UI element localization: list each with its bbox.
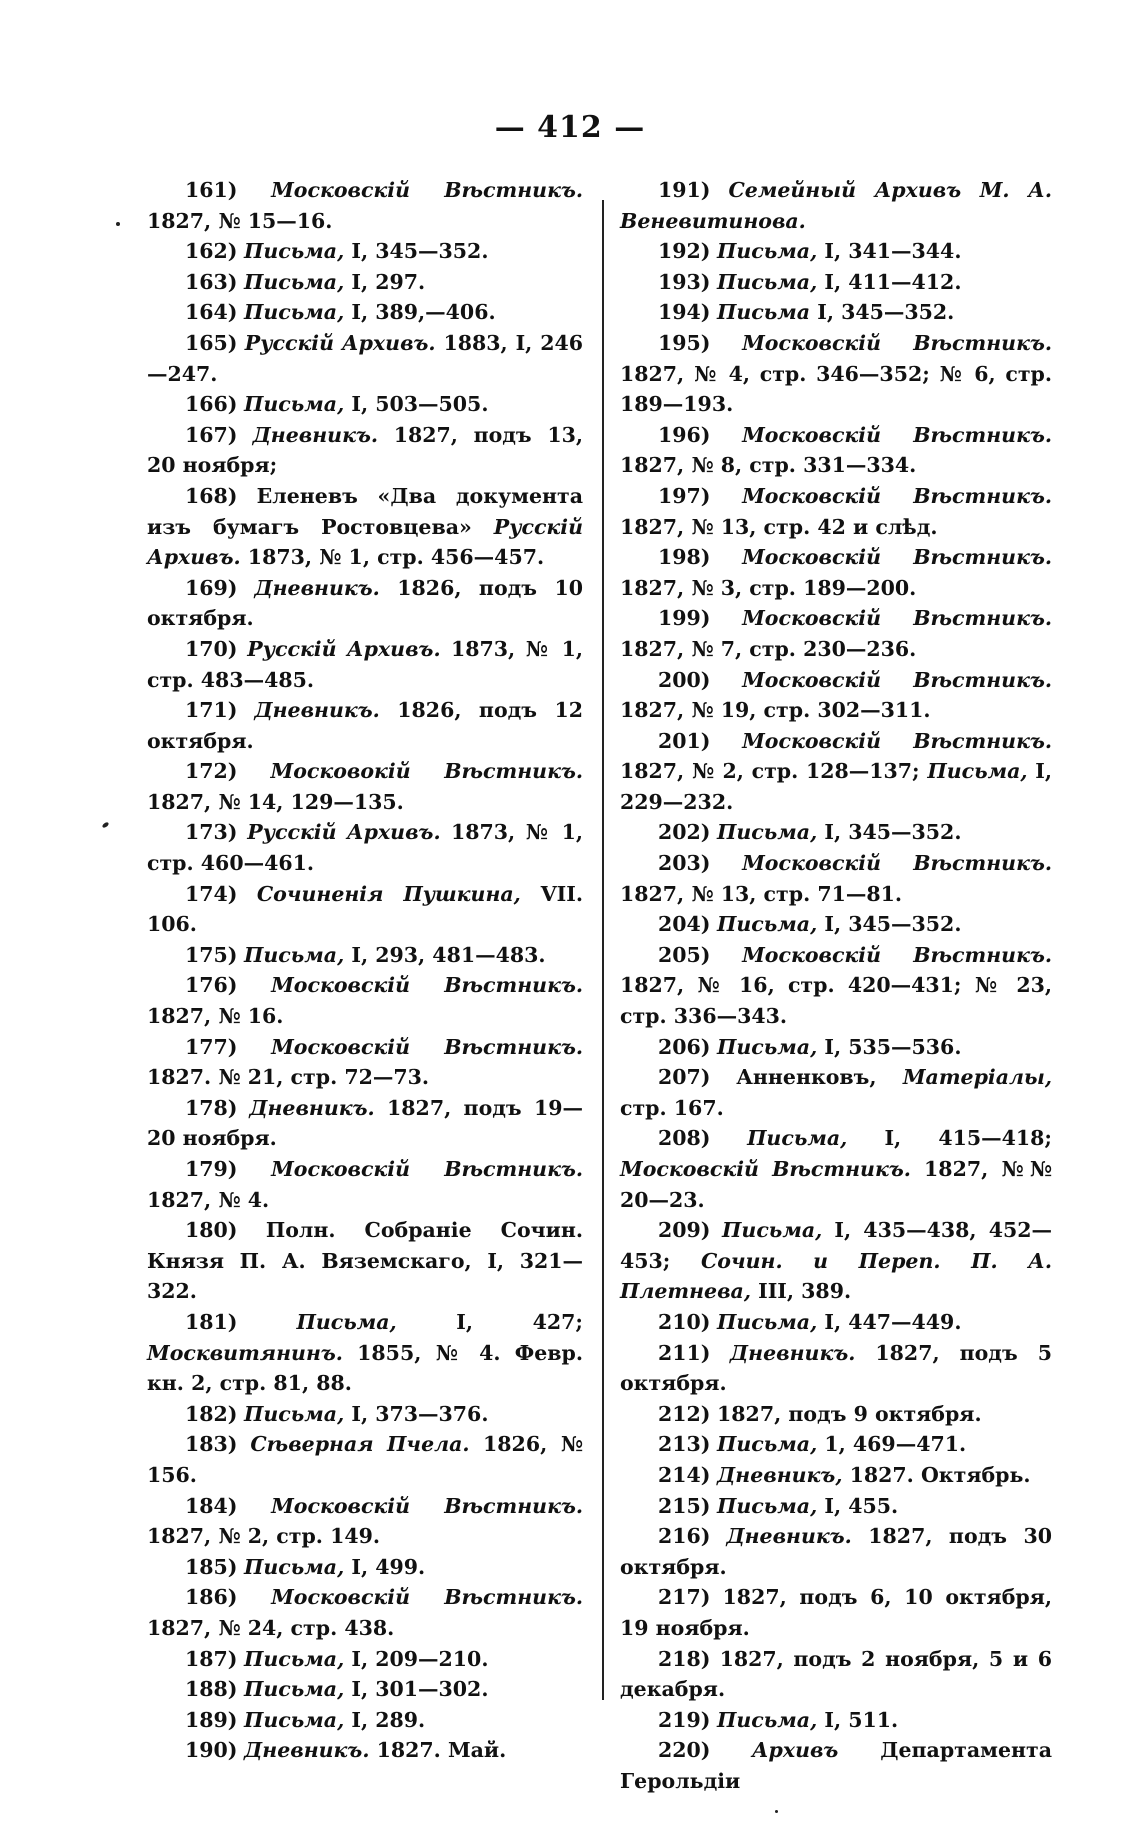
source-title: Письма, — [244, 1677, 345, 1702]
note-text: Еленевъ «Два документа изъ бумагъ Ростовцева» — [147, 483, 583, 539]
note-entry — [147, 420, 583, 481]
note-entry — [620, 267, 1052, 298]
note-number: 172) — [185, 759, 238, 784]
note-text: 1855, № 4. Февр. кн. 2, стр. 81, 88. — [147, 1340, 583, 1396]
note-text: 1827, подъ 13, 20 ноября; — [147, 422, 583, 478]
note-text: 1827, подъ 6, 10 октября, 19 ноября. — [620, 1585, 1052, 1640]
note-text: 1827, № 2, стр. 128—137; — [620, 759, 928, 784]
note-entry — [620, 1460, 1052, 1491]
source-title: Московскій Вѣстникъ. — [742, 545, 1052, 570]
note-number: 182) — [185, 1401, 238, 1426]
note-number: 184) — [185, 1493, 238, 1518]
note-text: I, 535—536. — [817, 1034, 962, 1059]
source-title: Письма, — [244, 1554, 345, 1579]
note-number: 217) — [658, 1585, 711, 1610]
note-entry — [147, 389, 583, 420]
note-text: 1827. Май. — [369, 1738, 507, 1763]
note-number: 195) — [658, 330, 711, 355]
source-title: Московскій Вѣстникъ. — [742, 422, 1052, 447]
note-text: 1827, № 15—16. — [147, 208, 333, 233]
note-entry — [147, 1735, 583, 1766]
note-entry — [147, 1552, 583, 1583]
note-entry — [620, 1735, 1052, 1796]
source-title: Письма, — [296, 1309, 397, 1334]
note-entry — [147, 1582, 583, 1643]
note-text: 1827, № 24, стр. 438. — [147, 1615, 395, 1640]
note-number: 213) — [658, 1432, 711, 1457]
notes-column-right — [620, 175, 1052, 1796]
source-title: Сочиненія Пушкина, — [256, 881, 521, 906]
note-entry — [620, 817, 1052, 848]
note-text: I, 415—418; — [847, 1126, 1052, 1151]
note-text: I, 503—505. — [344, 392, 489, 417]
note-number: 170) — [185, 636, 238, 661]
source-title: Письма, — [717, 269, 818, 294]
source-title: Московскій Вѣстникъ. — [271, 1157, 583, 1181]
source-title: Дневникъ, — [717, 1462, 843, 1487]
note-number: 191) — [658, 178, 711, 202]
source-title: Русскій Архивъ. — [147, 514, 583, 570]
note-entry — [147, 634, 583, 695]
note-number: 185) — [185, 1554, 238, 1579]
source-title: Русскій Архивъ. — [244, 330, 436, 355]
source-title: Письма, — [717, 1432, 818, 1457]
note-entry — [147, 297, 583, 328]
note-text: I, 229—232. — [620, 759, 1052, 814]
source-title: Московскій Вѣстникъ. — [620, 1157, 911, 1181]
note-entry — [620, 1338, 1052, 1399]
note-number: 173) — [185, 820, 238, 845]
note-text: I, 293, 481—483. — [344, 942, 546, 967]
note-number: 209) — [658, 1218, 711, 1243]
source-title: Московскій Вѣстникъ. — [271, 178, 583, 202]
note-entry — [620, 1399, 1052, 1430]
note-text: I, 345—352. — [810, 300, 955, 325]
note-entry — [620, 1307, 1052, 1338]
source-title: Письма, — [244, 942, 345, 967]
note-number: 197) — [658, 483, 711, 508]
note-number: 216) — [658, 1524, 711, 1549]
note-number: 165) — [185, 330, 238, 355]
note-number: 183) — [185, 1432, 238, 1457]
note-entry — [620, 542, 1052, 603]
source-title: Московскій Вѣстникъ. — [742, 851, 1052, 876]
note-entry — [620, 1032, 1052, 1063]
note-entry — [147, 756, 583, 817]
source-title: Письма, — [717, 1309, 818, 1334]
note-entry — [147, 481, 583, 573]
note-number: 180) — [185, 1218, 238, 1243]
note-number: 186) — [185, 1585, 238, 1610]
note-text: I, 345—352. — [817, 912, 962, 937]
note-entry — [147, 175, 583, 236]
note-entry — [620, 909, 1052, 940]
note-text: 1827, подъ 5 октября. — [620, 1340, 1052, 1396]
note-entry — [147, 1307, 583, 1399]
note-text: I, 297. — [344, 269, 426, 294]
note-entry — [620, 1123, 1052, 1215]
note-number: 206) — [658, 1034, 711, 1059]
source-title: Письма, — [722, 1218, 823, 1243]
note-entry — [620, 1705, 1052, 1736]
source-title: Письма, — [244, 300, 345, 325]
note-number: 164) — [185, 300, 238, 325]
note-number: 171) — [185, 698, 238, 723]
note-text: I, 341—344. — [817, 239, 962, 264]
note-text: I, 345—352. — [344, 239, 489, 264]
note-text: стр. 167. — [620, 1095, 724, 1120]
note-entry — [147, 817, 583, 878]
note-number: 204) — [658, 912, 711, 937]
note-text: 1826, подъ 12 октября. — [147, 698, 583, 753]
note-entry — [620, 1491, 1052, 1522]
page-number: — 412 — — [494, 110, 646, 145]
source-title: Русскій Архивъ. — [247, 636, 441, 661]
note-number: 188) — [185, 1677, 238, 1702]
note-number: 166) — [185, 392, 238, 417]
note-number: 215) — [658, 1493, 711, 1518]
note-text: 1873, № 1, стр. 456—457. — [240, 545, 545, 570]
note-entry — [620, 328, 1052, 420]
source-title: Дневникъ. — [252, 422, 379, 447]
note-entry — [147, 328, 583, 389]
note-text: 1827, № 2, стр. 149. — [147, 1524, 381, 1549]
note-number: 202) — [658, 820, 711, 845]
source-title: Письма, — [717, 1493, 818, 1518]
note-text: 1827. Октябрь. — [842, 1462, 1031, 1487]
source-title: Московскій Вѣстникъ. — [742, 667, 1052, 692]
note-entry — [147, 1154, 583, 1215]
note-entry — [620, 420, 1052, 481]
note-text: I, 447—449. — [817, 1309, 962, 1334]
source-title: Письма, — [244, 1646, 345, 1671]
note-entry — [620, 726, 1052, 818]
note-text: Полн. Собраніе Сочин. Князя П. А. Вяземскаго, I, 321—322. — [147, 1218, 583, 1304]
source-title: Письма, — [717, 1034, 818, 1059]
print-speck — [116, 222, 120, 226]
note-text: 1827, № 3, стр. 189—200. — [620, 575, 917, 600]
note-number: 181) — [185, 1309, 238, 1334]
note-text: I, 499. — [344, 1554, 426, 1579]
source-title: Московскій Вѣстникъ. — [742, 330, 1052, 355]
note-number: 162) — [185, 239, 238, 264]
source-title: Дневникъ. — [244, 1738, 370, 1763]
note-entry — [147, 1491, 583, 1552]
note-entry — [147, 1674, 583, 1705]
note-text: III, 389. — [750, 1279, 852, 1304]
note-entry — [147, 1705, 583, 1736]
note-entry — [147, 1399, 583, 1430]
source-title: Московскій Вѣстникъ. — [742, 483, 1052, 508]
note-text: Анненковъ, — [736, 1065, 903, 1090]
note-text: I, 455. — [817, 1493, 899, 1518]
source-title: Московскій Вѣстникъ. — [271, 1493, 583, 1518]
note-text: 1826, подъ 10 октября. — [147, 575, 583, 631]
note-number: 177) — [185, 1034, 238, 1059]
note-number: 207) — [658, 1065, 711, 1090]
source-title: Письма, — [244, 392, 345, 417]
note-number: 192) — [658, 239, 711, 264]
note-number: 212) — [658, 1401, 711, 1426]
note-number: 211) — [658, 1340, 711, 1365]
source-title: Письма, — [747, 1126, 848, 1151]
note-entry — [620, 1429, 1052, 1460]
note-entry — [620, 848, 1052, 909]
note-text: 1827, подъ 9 октября. — [717, 1401, 982, 1426]
note-entry — [147, 1032, 583, 1093]
note-number: 167) — [185, 422, 238, 447]
note-entry — [620, 1062, 1052, 1123]
source-title: Сочин. и Переп. П. А. Плетнева, — [620, 1248, 1052, 1304]
note-text: 1827, подъ 30 октября. — [620, 1524, 1052, 1579]
note-number: 163) — [185, 269, 238, 294]
note-text: 1827, № 14, 129—135. — [147, 789, 404, 814]
source-title: Дневникъ. — [254, 575, 380, 600]
source-title: Дневникъ. — [249, 1095, 375, 1120]
note-entry — [620, 940, 1052, 1032]
note-text: I, 511. — [817, 1707, 899, 1732]
note-text: I, 427; — [396, 1309, 583, 1334]
note-number: 196) — [658, 422, 711, 447]
note-number: 189) — [185, 1707, 238, 1732]
source-title: Московскій Вѣстникъ. — [271, 973, 583, 998]
note-text: 1827, № 13, стр. 42 и слѣд. — [620, 514, 938, 539]
note-number: 168) — [185, 483, 238, 508]
note-entry — [620, 297, 1052, 328]
note-number: 194) — [658, 300, 711, 325]
note-number: 205) — [658, 942, 711, 967]
note-entry — [147, 970, 583, 1031]
note-number: 201) — [658, 728, 711, 753]
note-entry — [147, 267, 583, 298]
note-number: 179) — [185, 1157, 238, 1181]
source-title: Письма, — [717, 1707, 818, 1732]
note-text: 1827, № 4, стр. 346—352; № 6, стр. 189—193. — [620, 361, 1052, 417]
note-number: 193) — [658, 269, 711, 294]
source-title: Московскій Вѣстникъ. — [271, 1034, 583, 1059]
note-number: 161) — [185, 178, 238, 202]
source-title: Письма, — [927, 759, 1028, 784]
note-text: 1826, № 156. — [147, 1432, 583, 1487]
source-title: Матеріалы, — [902, 1065, 1052, 1090]
note-text: 1827, № 7, стр. 230—236. — [620, 636, 917, 661]
note-entry — [147, 1215, 583, 1307]
note-entry — [620, 481, 1052, 542]
source-title: Дневникъ. — [729, 1340, 856, 1365]
note-text: 1827, № 16, стр. 420—431; № 23, стр. 336—343. — [620, 973, 1052, 1029]
note-entry — [620, 603, 1052, 664]
source-title: Письма, — [244, 1707, 345, 1732]
note-number: 190) — [185, 1738, 238, 1763]
column-divider — [602, 200, 604, 1700]
note-entry — [620, 1521, 1052, 1582]
source-title: Семейный Архивъ М. А. Веневитинова. — [620, 178, 1052, 233]
note-number: 169) — [185, 575, 238, 600]
note-text: 1827, подъ 2 ноября, 5 и 6 декабря. — [620, 1646, 1052, 1702]
note-text: I, 411—412. — [817, 269, 962, 294]
source-title: Письма, — [717, 239, 818, 264]
note-text: I, 373—376. — [344, 1401, 489, 1426]
note-number: 210) — [658, 1309, 711, 1334]
note-text: 1827, № 16. — [147, 1004, 284, 1029]
print-speck — [101, 821, 109, 828]
note-number: 218) — [658, 1646, 711, 1671]
source-title: Московскій Вѣстникъ. — [742, 606, 1052, 631]
note-text: VII. 106. — [147, 881, 583, 937]
source-title: Дневникъ. — [726, 1524, 852, 1549]
source-title: Сѣверная Пчела. — [250, 1432, 470, 1457]
note-entry — [620, 665, 1052, 726]
note-text: I, 389,—406. — [344, 300, 496, 325]
note-number: 203) — [658, 851, 711, 876]
print-speck — [775, 1810, 778, 1813]
note-entry — [620, 1582, 1052, 1643]
note-text: 1873, № 1, стр. 460—461. — [147, 820, 583, 876]
note-entry — [620, 175, 1052, 236]
note-number: 176) — [185, 973, 238, 998]
note-text: 1827, № 4. — [147, 1187, 270, 1212]
source-title: Письма, — [244, 239, 345, 264]
note-text: I, 209—210. — [344, 1646, 489, 1671]
source-title: Московокій Вѣстникъ. — [270, 759, 583, 784]
source-title: Письма, — [717, 820, 818, 845]
source-title: Письма — [717, 300, 811, 325]
note-text: 1827, № 19, стр. 302—311. — [620, 698, 931, 723]
note-number: 198) — [658, 545, 711, 570]
note-number: 187) — [185, 1646, 238, 1671]
note-entry — [147, 236, 583, 267]
source-title: Архивъ — [751, 1738, 839, 1763]
note-number: 208) — [658, 1126, 711, 1151]
note-entry — [147, 879, 583, 940]
note-text: I, 435—438, 452—453; — [620, 1218, 1052, 1273]
note-entry — [147, 940, 583, 971]
note-number: 214) — [658, 1462, 711, 1487]
note-entry — [147, 1093, 583, 1154]
notes-column-left — [147, 175, 583, 1766]
note-text: 1827, № 13, стр. 71—81. — [620, 881, 903, 906]
note-text: 1, 469—471. — [817, 1432, 967, 1457]
source-title: Письма, — [244, 269, 345, 294]
source-title: Письма, — [244, 1401, 345, 1426]
source-title: Московскій Вѣстникъ. — [742, 728, 1052, 753]
source-title: Письма, — [717, 912, 818, 937]
source-title: Москвитянинъ. — [147, 1340, 343, 1365]
note-text: I, 289. — [344, 1707, 426, 1732]
note-number: 174) — [185, 881, 238, 906]
note-entry — [147, 573, 583, 634]
note-number: 220) — [658, 1738, 711, 1763]
note-number: 199) — [658, 606, 711, 631]
note-entry — [147, 695, 583, 756]
note-text: I, 301—302. — [344, 1677, 489, 1702]
note-text: 1827. № 21, стр. 72—73. — [147, 1065, 430, 1090]
note-entry — [147, 1644, 583, 1675]
note-entry — [620, 1644, 1052, 1705]
note-number: 175) — [185, 942, 238, 967]
source-title: Дневникъ. — [254, 698, 380, 723]
note-number: 178) — [185, 1095, 238, 1120]
note-text: 1827, № 8, стр. 331—334. — [620, 453, 917, 478]
note-text: I, 345—352. — [817, 820, 962, 845]
note-text: 1883, I, 246—247. — [147, 330, 583, 386]
note-number: 200) — [658, 667, 711, 692]
note-entry — [620, 236, 1052, 267]
note-text: 1873, № 1, стр. 483—485. — [147, 636, 583, 692]
note-entry — [620, 1215, 1052, 1307]
source-title: Московскій Вѣстникъ. — [271, 1585, 583, 1610]
source-title: Московскій Вѣстникъ. — [742, 942, 1052, 967]
note-text: Департамента Герольдіи — [620, 1738, 1052, 1793]
note-number: 219) — [658, 1707, 711, 1732]
note-text: 1827, подъ 19—20 ноября. — [147, 1095, 583, 1151]
source-title: Русскій Архивъ. — [247, 820, 441, 845]
note-text: 1827, №№ 20—23. — [620, 1157, 1053, 1212]
note-entry — [147, 1429, 583, 1490]
